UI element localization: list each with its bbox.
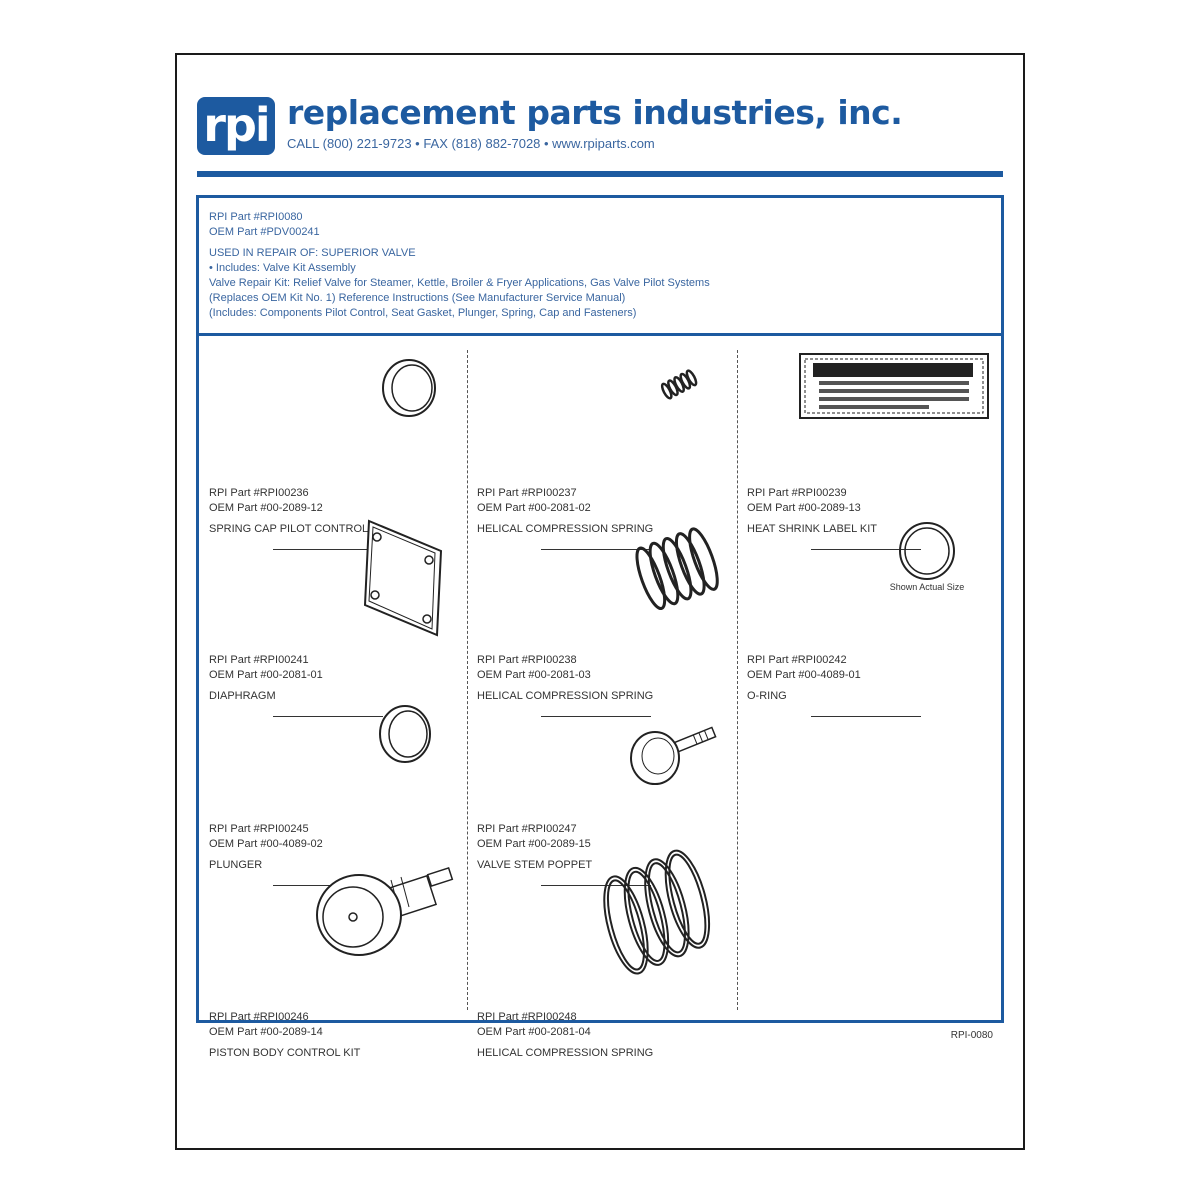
part-description: SPRING CAP PILOT CONTROL <box>209 523 369 535</box>
oem-number: OEM Part #00-4089-01 <box>747 669 861 681</box>
valve-stem-drawing <box>627 708 727 795</box>
kit-line: USED IN REPAIR OF: SUPERIOR VALVE <box>209 247 416 259</box>
part-number: RPI Part #RPI00245 <box>209 823 309 835</box>
plunger-drawing <box>377 703 435 770</box>
oem-number: OEM Part #00-2089-13 <box>747 502 861 514</box>
part-description: HEAT SHRINK LABEL KIT <box>747 523 878 535</box>
part-entry <box>477 1010 727 1061</box>
oem-number: OEM Part #00-2089-12 <box>209 502 323 514</box>
part-entry <box>209 1010 459 1061</box>
kit-line: (Replaces OEM Kit No. 1) Reference Instructions (See Manufacturer Service Manual) <box>209 292 626 304</box>
page-number: RPI-0080 <box>950 1030 993 1041</box>
part-description: DIAPHRAGM <box>209 690 276 702</box>
info-divider <box>199 333 1001 336</box>
part-number: RPI Part #RPI00238 <box>477 654 577 666</box>
oem-number: OEM Part #00-2081-02 <box>477 502 591 514</box>
part-description: VALVE STEM POPPET <box>477 859 593 871</box>
kit-line: Valve Repair Kit: Relief Valve for Steamer, Kettle, Broiler & Fryer Applications, Gas Valve Pilot Systems <box>209 277 710 289</box>
part-underline <box>811 716 921 717</box>
column-divider <box>467 350 468 1010</box>
part-number: RPI Part #RPI00248 <box>477 1011 577 1023</box>
part-entry <box>747 486 997 550</box>
oem-number: OEM Part #00-2089-14 <box>209 1026 323 1038</box>
kit-line: (Includes: Components Pilot Control, Seat Gasket, Plunger, Spring, Cap and Fasteners) <box>209 307 637 319</box>
part-number: RPI Part #RPI00239 <box>747 487 847 499</box>
part-number: RPI Part #RPI00246 <box>209 1011 309 1023</box>
oem-number: OEM Part #00-4089-02 <box>209 838 323 850</box>
column-divider <box>737 350 738 1010</box>
oem-number: OEM Part #00-2089-15 <box>477 838 591 850</box>
part-number: RPI Part #RPI00247 <box>477 823 577 835</box>
kit-line: RPI Part #RPI0080 <box>209 211 303 223</box>
kit-line: OEM Part #PDV00241 <box>209 226 320 238</box>
part-number: RPI Part #RPI00236 <box>209 487 309 499</box>
contact-line: CALL (800) 221-9723 • FAX (818) 882-7028 • www.rpiparts.com <box>287 136 655 151</box>
o-ring-drawing <box>897 520 957 587</box>
oem-number: OEM Part #00-2081-01 <box>209 669 323 681</box>
spring-cap-drawing <box>379 358 439 423</box>
document-sheet <box>175 53 1025 1150</box>
part-underline <box>273 716 383 717</box>
large-spring-drawing <box>594 848 724 983</box>
parts-content-box <box>196 195 1004 1059</box>
part-description: HELICAL COMPRESSION SPRING <box>477 523 654 535</box>
kit-line: • Includes: Valve Kit Assembly <box>209 262 356 274</box>
part-description: PLUNGER <box>209 859 263 871</box>
header-divider <box>197 171 1003 177</box>
oem-number: OEM Part #00-2081-04 <box>477 1026 591 1038</box>
part-number: RPI Part #RPI00241 <box>209 654 309 666</box>
small-spring-drawing <box>657 366 703 407</box>
kit-description <box>209 210 710 321</box>
part-description: PISTON BODY CONTROL KIT <box>209 1047 361 1059</box>
piston-body-drawing <box>311 853 461 968</box>
part-number: RPI Part #RPI00237 <box>477 487 577 499</box>
actual-size-note: Shown Actual Size <box>889 582 965 592</box>
part-description: HELICAL COMPRESSION SPRING <box>477 690 654 702</box>
part-number: RPI Part #RPI00242 <box>747 654 847 666</box>
part-description: HELICAL COMPRESSION SPRING <box>477 1047 654 1059</box>
part-entry <box>747 653 997 717</box>
rpi-logo: rpi <box>197 97 275 155</box>
medium-spring-drawing <box>631 523 727 618</box>
oem-number: OEM Part #00-2081-03 <box>477 669 591 681</box>
diaphragm-drawing <box>359 513 449 648</box>
part-description: O-RING <box>747 690 787 702</box>
company-name: replacement parts industries, inc. <box>287 93 903 132</box>
label-drawing <box>799 353 989 424</box>
